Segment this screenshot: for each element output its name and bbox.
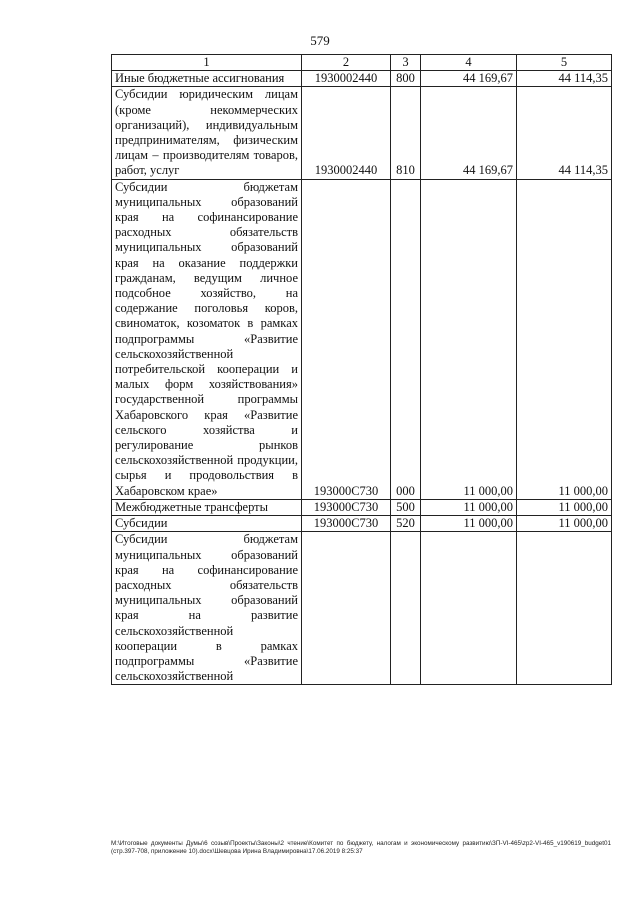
- table-row: [112, 71, 612, 87]
- target-code: [302, 532, 391, 685]
- target-code: 193000С730: [302, 179, 391, 499]
- sum-col-5: 44 114,35: [517, 71, 612, 87]
- sum-col-5: [517, 532, 612, 685]
- row-name-cell: [112, 179, 302, 499]
- row-name: Иные бюджетные ассигнования: [115, 71, 285, 86]
- row-name: Межбюджетные трансферты: [115, 499, 269, 514]
- sum-col-5: 11 000,00: [517, 499, 612, 515]
- header-col-4: 4: [421, 55, 517, 71]
- target-code: 193000С730: [302, 499, 391, 515]
- table-row: [112, 516, 612, 532]
- target-code: 1930002440: [302, 87, 391, 179]
- row-name-cell: [112, 516, 302, 532]
- expense-type: 500: [391, 499, 421, 515]
- row-name: Субсидии: [115, 516, 168, 531]
- target-code: 193000С730: [302, 516, 391, 532]
- row-name: Субсидии бюджетам муниципальных образований края на софинансирование расходных обязательств муниципальных образований края на оказание поддержки гражданам, ведущим личное подсобное хозяйство, на содержание поголовья коров, свиноматок, козоматок в рамках подпрограммы «Развитие сельскохозяйственной потребительской кооперации и малых форм хозяйствования» государственной программы Хабаровского края «Развитие сельского хозяйства и регулирование рынков сельскохозяйственной продукции, сырья и продовольствия в Хабаровском крае»: [115, 179, 298, 498]
- table-row: [112, 499, 612, 515]
- header-col-1: 1: [112, 55, 302, 71]
- table-row: [112, 87, 612, 179]
- expense-type: 000: [391, 179, 421, 499]
- sum-col-4: 44 169,67: [421, 87, 517, 179]
- row-name-cell: [112, 532, 302, 685]
- header-col-5: 5: [517, 55, 612, 71]
- expense-type: 520: [391, 516, 421, 532]
- table-header-row: [112, 55, 612, 71]
- budget-table: [111, 54, 612, 685]
- row-name: Субсидии бюджетам муниципальных образований края на софинансирование расходных обязательств муниципальных образований края на развитие сельскохозяйственной кооперации в рамках подпрограммы «Развитие сельскохозяйственной: [115, 532, 298, 684]
- table-row: [112, 179, 612, 499]
- sum-col-4: 11 000,00: [421, 499, 517, 515]
- table-row: [112, 532, 612, 685]
- document-path-footer: М:\Итоговые документы Думы\6 созыв\Проекты\Законы\2 чтение\Комитет по бюджету, налогам и экономическому развитию\ЗП-VI-465\zp2-VI-465_v190619_budget01 (стр.397-708, приложение 10).docx\Шевцова Ирина Владимировна\17.06.2019 8:25:37: [111, 840, 611, 855]
- expense-type: [391, 532, 421, 685]
- expense-type: 810: [391, 87, 421, 179]
- header-col-2: 2: [302, 55, 391, 71]
- sum-col-4: 11 000,00: [421, 179, 517, 499]
- expense-type: 800: [391, 71, 421, 87]
- row-name-cell: [112, 499, 302, 515]
- page-number: 579: [310, 33, 330, 48]
- sum-col-4: 44 169,67: [421, 71, 517, 87]
- header-col-3: 3: [391, 55, 421, 71]
- sum-col-5: 11 000,00: [517, 516, 612, 532]
- sum-col-5: 44 114,35: [517, 87, 612, 179]
- row-name-cell: [112, 87, 302, 179]
- row-name-cell: [112, 71, 302, 87]
- sum-col-5: 11 000,00: [517, 179, 612, 499]
- sum-col-4: [421, 532, 517, 685]
- target-code: 1930002440: [302, 71, 391, 87]
- row-name: Субсидии юридическим лицам (кроме некоммерческих организаций), индивидуальным предпринимателям, физическим лицам – производителям товаров, работ, услуг: [115, 87, 298, 178]
- sum-col-4: 11 000,00: [421, 516, 517, 532]
